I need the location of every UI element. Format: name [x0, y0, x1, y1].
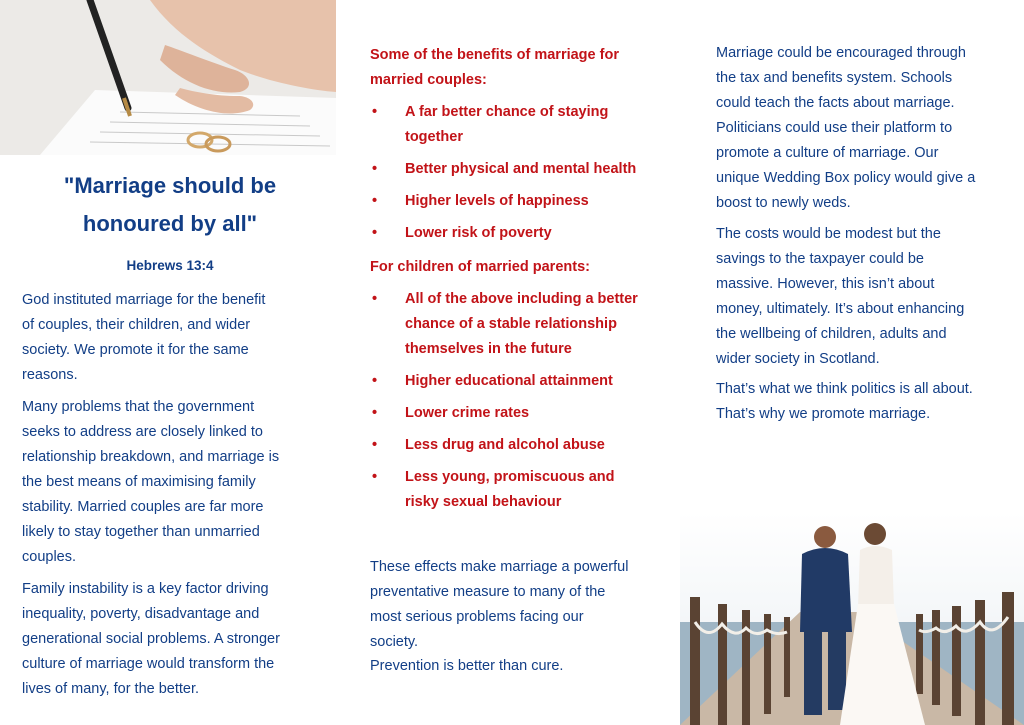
text-line: generational social problems. A stronger — [22, 631, 280, 647]
prevention-line: Prevention is better than cure. — [370, 658, 564, 674]
effects-paragraph — [370, 555, 670, 655]
children-benefits-heading: For children of married parents: — [370, 259, 590, 275]
text-line: Marriage could be encouraged through — [716, 45, 966, 61]
list-item — [370, 157, 660, 182]
quote-line-2: honoured by all" — [82, 211, 258, 236]
policy-paragraph — [716, 41, 1021, 216]
text-line: promote a culture of marriage. Our — [716, 145, 939, 161]
text-line: wider society in Scotland. — [716, 351, 880, 367]
text-line: risky sexual behaviour — [405, 494, 562, 510]
text-line: Many problems that the government — [22, 399, 255, 415]
text-line: reasons. — [22, 367, 78, 383]
list-item — [370, 433, 660, 458]
bullet-icon: • — [372, 161, 378, 177]
closing-paragraph — [716, 377, 1021, 427]
text-line: the tax and benefits system. Schools — [716, 70, 953, 86]
costs-paragraph — [716, 222, 1021, 372]
bullet-icon: • — [372, 225, 378, 241]
text-line: unique Wedding Box policy would give a — [716, 170, 976, 186]
bullet-icon: • — [372, 373, 378, 389]
intro-paragraph — [22, 288, 332, 388]
text-line: Less young, promiscuous and — [405, 469, 615, 485]
text-line: couples. — [22, 549, 77, 565]
text-line: themselves in the future — [405, 341, 572, 357]
signing-photo — [0, 0, 336, 155]
list-item — [370, 100, 660, 150]
bullet-icon: • — [372, 193, 378, 209]
text-line: relationship breakdown, and marriage is — [22, 449, 280, 465]
text-line: most serious problems facing our — [370, 609, 584, 625]
text-line: These effects make marriage a powerful — [370, 559, 629, 575]
text-line: Politicians could use their platform to — [716, 120, 953, 136]
text-line: boost to newly weds. — [716, 195, 851, 211]
list-item — [370, 401, 660, 426]
list-item — [370, 369, 660, 394]
text-line: stability. Married couples are far more — [22, 499, 264, 515]
bullet-icon: • — [372, 437, 378, 453]
list-item — [370, 287, 660, 362]
text-line: A far better chance of staying — [405, 104, 609, 120]
text-line: money, ultimately. It’s about enhancing — [716, 301, 965, 317]
text-line: All of the above including a better — [405, 291, 638, 307]
children-benefits-list — [370, 287, 660, 522]
text-line: seeks to address are closely linked to — [22, 424, 263, 440]
text-line: Family instability is a key factor driving — [22, 581, 269, 597]
text-line: That’s what we think politics is all about. — [716, 381, 973, 397]
couples-benefits-heading — [370, 43, 660, 93]
panel-right — [680, 0, 1024, 725]
text-line: lives of many, for the better. — [22, 681, 200, 697]
panel-left — [0, 0, 340, 725]
text-line: massive. However, this isn’t about — [716, 276, 935, 292]
bullet-icon: • — [372, 104, 378, 120]
list-item — [370, 221, 660, 246]
text-line: the wellbeing of children, adults and — [716, 326, 947, 342]
list-item — [370, 189, 660, 214]
text-line: Higher levels of happiness — [405, 193, 589, 209]
instability-paragraph — [22, 577, 332, 702]
text-line: Less drug and alcohol abuse — [405, 437, 605, 453]
text-line: Higher educational attainment — [405, 373, 613, 389]
bullet-icon: • — [372, 405, 378, 421]
scripture-reference: Hebrews 13:4 — [126, 258, 214, 273]
text-line: culture of marriage would transform the — [22, 656, 275, 672]
text-line: society. — [370, 634, 419, 650]
text-line: chance of a stable relationship — [405, 316, 617, 332]
text-line: savings to the taxpayer could be — [716, 251, 924, 267]
text-line: likely to stay together than unmarried — [22, 524, 260, 540]
text-line: The costs would be modest but the — [716, 226, 941, 242]
text-line: could teach the facts about marriage. — [716, 95, 955, 111]
text-line: society. We promote it for the same — [22, 342, 249, 358]
couples-benefits-list — [370, 100, 660, 253]
text-line: of couples, their children, and wider — [22, 317, 251, 333]
text-line: Lower risk of poverty — [405, 225, 552, 241]
text-line: Lower crime rates — [405, 405, 530, 421]
text-line: the best means of maximising family — [22, 474, 256, 490]
text-line: Some of the benefits of marriage for — [370, 47, 619, 63]
text-line: together — [405, 129, 463, 145]
list-item — [370, 465, 660, 515]
problems-paragraph — [22, 395, 332, 570]
text-line: God instituted marriage for the benefit — [22, 292, 266, 308]
text-line: preventative measure to many of the — [370, 584, 606, 600]
text-line: married couples: — [370, 72, 487, 88]
panel-middle — [340, 0, 680, 725]
text-line: inequality, poverty, disadvantage and — [22, 606, 260, 622]
quote-line-1: "Marriage should be — [63, 173, 277, 198]
text-line: That’s why we promote marriage. — [716, 406, 931, 422]
wedding-couple-photo — [680, 512, 1024, 725]
text-line: Better physical and mental health — [405, 161, 637, 177]
bullet-icon: • — [372, 469, 378, 485]
bullet-icon: • — [372, 291, 378, 307]
